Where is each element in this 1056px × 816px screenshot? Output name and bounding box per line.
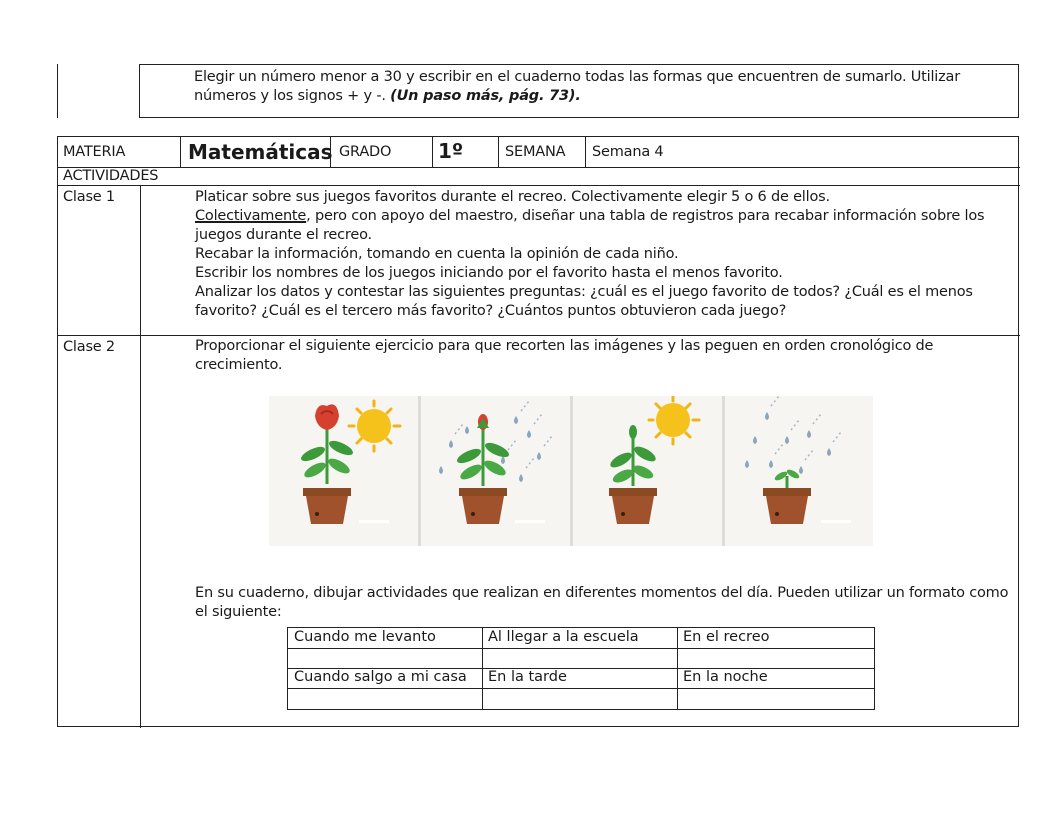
clase1-label: Clase 1	[63, 189, 115, 205]
clase1-line-5: Escribir los nombres de los juegos iniciando por el favorito hasta el menos favorito.	[195, 265, 783, 281]
previous-activity-text	[194, 68, 1004, 106]
format-table-row-line-1	[288, 648, 874, 649]
clase1-line-7: favorito? ¿Cuál es el tercero más favorito? ¿Cuántos puntos obtuvieron cada juego?	[195, 303, 787, 319]
header-col-divider-4	[498, 137, 499, 167]
colectivamente-underlined: Colectivamente	[195, 208, 307, 224]
format-table-row-line-3	[288, 688, 874, 689]
header-row-divider	[58, 167, 1020, 168]
clase1-activities	[195, 188, 1010, 321]
format-cell-cuando-me-levanto: Cuando me levanto	[294, 629, 436, 645]
flower-pot-bud-rain-image	[421, 396, 570, 546]
clase2-intro-line-2: crecimiento.	[195, 357, 283, 373]
actividades-row-divider	[58, 185, 1020, 186]
clase2-label: Clase 2	[63, 339, 115, 355]
grado-value: 1º	[438, 139, 464, 163]
clase1-line-3: juegos durante el recreo.	[195, 227, 372, 243]
plant-pot-leaves-sun-image	[573, 396, 722, 546]
clase2-intro	[195, 337, 1010, 375]
format-cell-al-llegar-escuela: Al llegar a la escuela	[488, 629, 639, 645]
materia-label: MATERIA	[63, 144, 126, 160]
clase1-line-2	[195, 207, 1010, 226]
format-cell-cuando-salgo: Cuando salgo a mi casa	[294, 669, 467, 685]
previous-activity-cell	[139, 64, 1019, 118]
semana-label: SEMANA	[505, 144, 566, 160]
previous-activity-line-2-text: números y los signos + y -.	[194, 88, 391, 104]
format-cell-en-la-noche: En la noche	[683, 669, 768, 685]
clase1-line-2-rest: , pero con apoyo del maestro, diseñar una tabla de registros para recabar información sobre los	[306, 208, 985, 224]
format-table-col-line-2	[677, 628, 678, 709]
clase1-line-6: Analizar los datos y contestar las siguientes preguntas: ¿cuál es el juego favorito de todos? ¿Cuál es el menos	[195, 284, 973, 300]
grado-label: GRADO	[339, 144, 392, 160]
book-reference: (Un paso más, pág. 73).	[390, 88, 581, 104]
materia-value: Matemáticas	[188, 140, 333, 164]
header-col-divider-5	[585, 137, 586, 167]
actividades-label: ACTIVIDADES	[63, 168, 159, 184]
clase2-followup	[195, 584, 1010, 622]
clase1-line-1: Platicar sobre sus juegos favoritos durante el recreo. Colectivamente elegir 5 o 6 de ellos.	[195, 189, 830, 205]
plant-growth-image-strip	[269, 396, 873, 546]
clase1-line-4: Recabar la información, tomando en cuenta la opinión de cada niño.	[195, 246, 679, 262]
previous-activity-line-1: Elegir un número menor a 30 y escribir en el cuaderno todas las formas que encuentren de sumarlo. Utilizar	[194, 69, 960, 85]
clase2-intro-line-1: Proporcionar el siguiente ejercicio para que recorten las imágenes y las peguen en orden cronológico de	[195, 338, 934, 354]
top-left-border	[57, 64, 58, 118]
flower-pot-bloom-sun-image	[269, 396, 418, 546]
previous-activity-line-2	[194, 87, 1004, 106]
daily-moments-format-table	[287, 627, 875, 710]
semana-value: Semana 4	[592, 144, 664, 160]
format-table-col-line-1	[482, 628, 483, 709]
sprout-pot-rain-image	[725, 396, 873, 546]
clase1-row-divider	[58, 335, 1020, 336]
clase2-followup-line-1: En su cuaderno, dibujar actividades que realizan en diferentes momentos del día. Pueden utilizar un formato como	[195, 585, 1009, 601]
header-col-divider-1	[180, 137, 181, 167]
clase2-followup-line-2: el siguiente:	[195, 604, 282, 620]
format-cell-en-el-recreo: En el recreo	[683, 629, 770, 645]
header-col-divider-3	[432, 137, 433, 167]
lesson-plan-table	[57, 136, 1019, 727]
clase-col-divider	[140, 185, 141, 728]
format-cell-en-la-tarde: En la tarde	[488, 669, 567, 685]
